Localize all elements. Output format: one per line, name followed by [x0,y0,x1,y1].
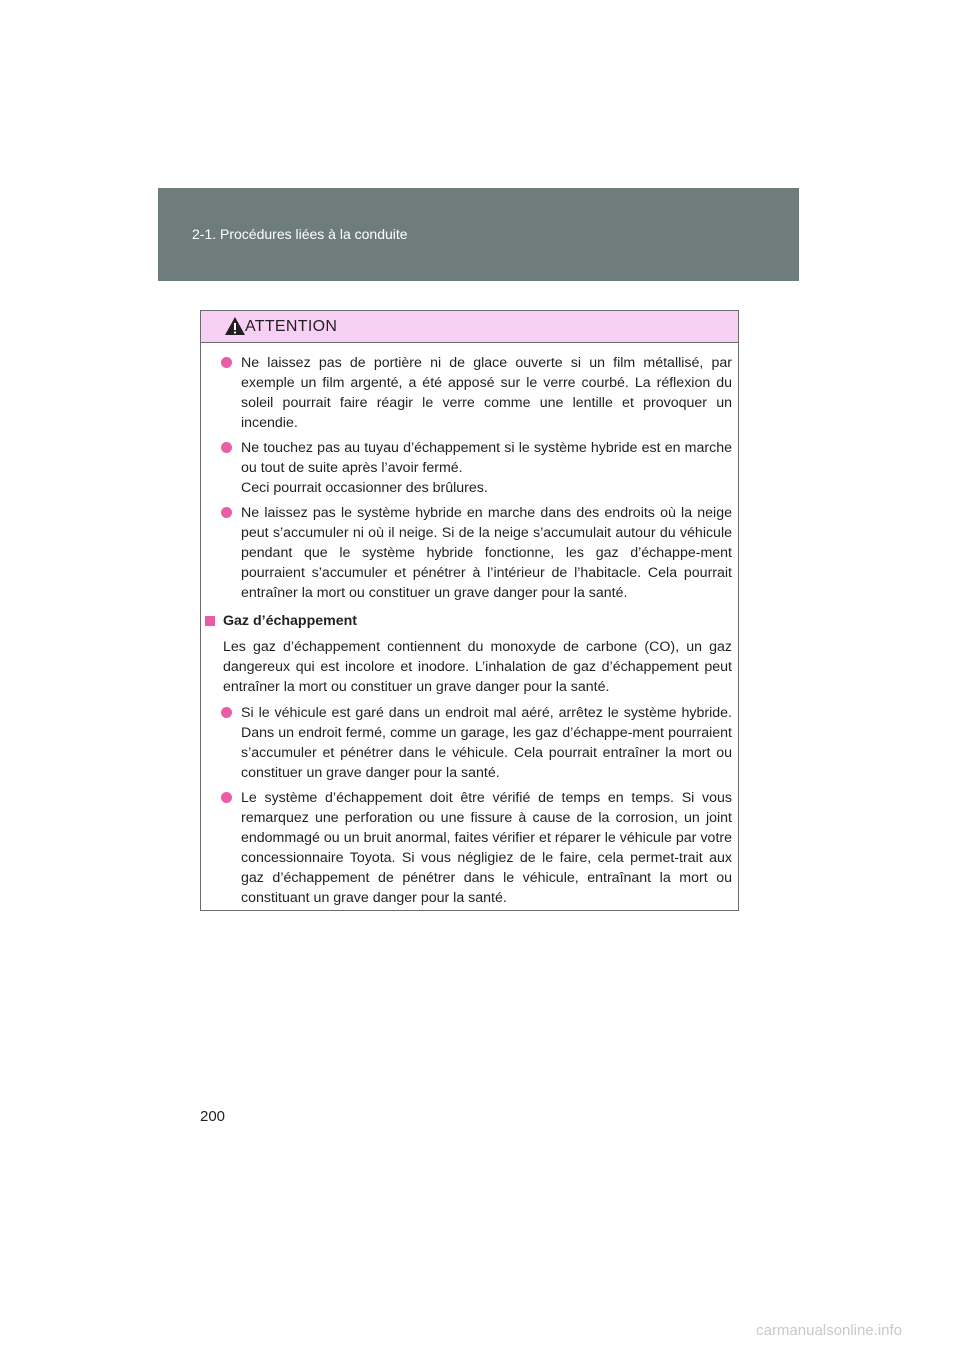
bullet-dot-icon [221,792,232,803]
section-header-band [158,188,799,281]
warning-box [200,310,739,911]
list-item: Ne laissez pas de portière ni de glace ouverte si un film métallisé, par exemple un film argenté, a été apposé sur le verre courbé. La réflexion du soleil pourrait faire réagir le verre comme une lentille et provoquer un incendie. [241,353,732,433]
list-item: Ne touchez pas au tuyau d’échappement si le système hybride est en marche ou tout de suite après l’avoir fermé. Ceci pourrait occasionner des brûlures. [241,438,732,498]
bullet-dot-icon [221,507,232,518]
warning-body [201,343,738,908]
list-item: Si le véhicule est garé dans un endroit mal aéré, arrêtez le système hybride. Dans un endroit fermé, comme un garage, les gaz d’échappe-ment pourraient s’accumuler et pénétrer dans le véhicule. Cela pourrait entraîner la mort ou constituer un grave danger pour la santé. [241,703,732,783]
section-heading: Gaz d’échappement [223,611,738,631]
section-bullet-list [201,703,738,908]
list-item: Le système d’échappement doit être vérifié de temps en temps. Si vous remarquez une perforation ou une fissure à cause de la corrosion, un joint endommagé ou un bruit anormal, faites vérifier et réparer le véhicule par votre concessionnaire Toyota. Si vous négligiez de le faire, cela permet-trait aux gaz d’échappement de pénétrer dans le véhicule, entraînant la mort ou constituant un grave danger pour la santé. [241,788,732,908]
warning-triangle-icon [224,316,246,336]
square-bullet-icon [205,616,215,626]
watermark: carmanualsonline.info [756,1322,902,1339]
section-title: 2-1. Procédures liées à la conduite [192,226,408,242]
bullet-dot-icon [221,442,232,453]
bullet-dot-icon [221,357,232,368]
warning-header [201,311,738,343]
bullet-dot-icon [221,707,232,718]
page-number: 200 [200,1108,226,1125]
list-item: Ne laissez pas le système hybride en marche dans des endroits où la neige peut s’accumuler ni où il neige. Si de la neige s’accumulait autour du véhicule pendant que le système hybride fonctionne, les gaz d’échappe-ment pourraient s’accumuler et pénétrer à l’intérieur de l’habitacle. Cela pourrait entraîner la mort ou constituer un grave danger pour la santé. [241,503,732,603]
warning-title: ATTENTION [245,318,338,335]
section-paragraph: Les gaz d’échappement contiennent du monoxyde de carbone (CO), un gaz dangereux qui est incolore et inodore. L’inhalation de gaz d’échappement peut entraîner la mort ou constituer un grave danger pour la santé. [223,639,732,695]
